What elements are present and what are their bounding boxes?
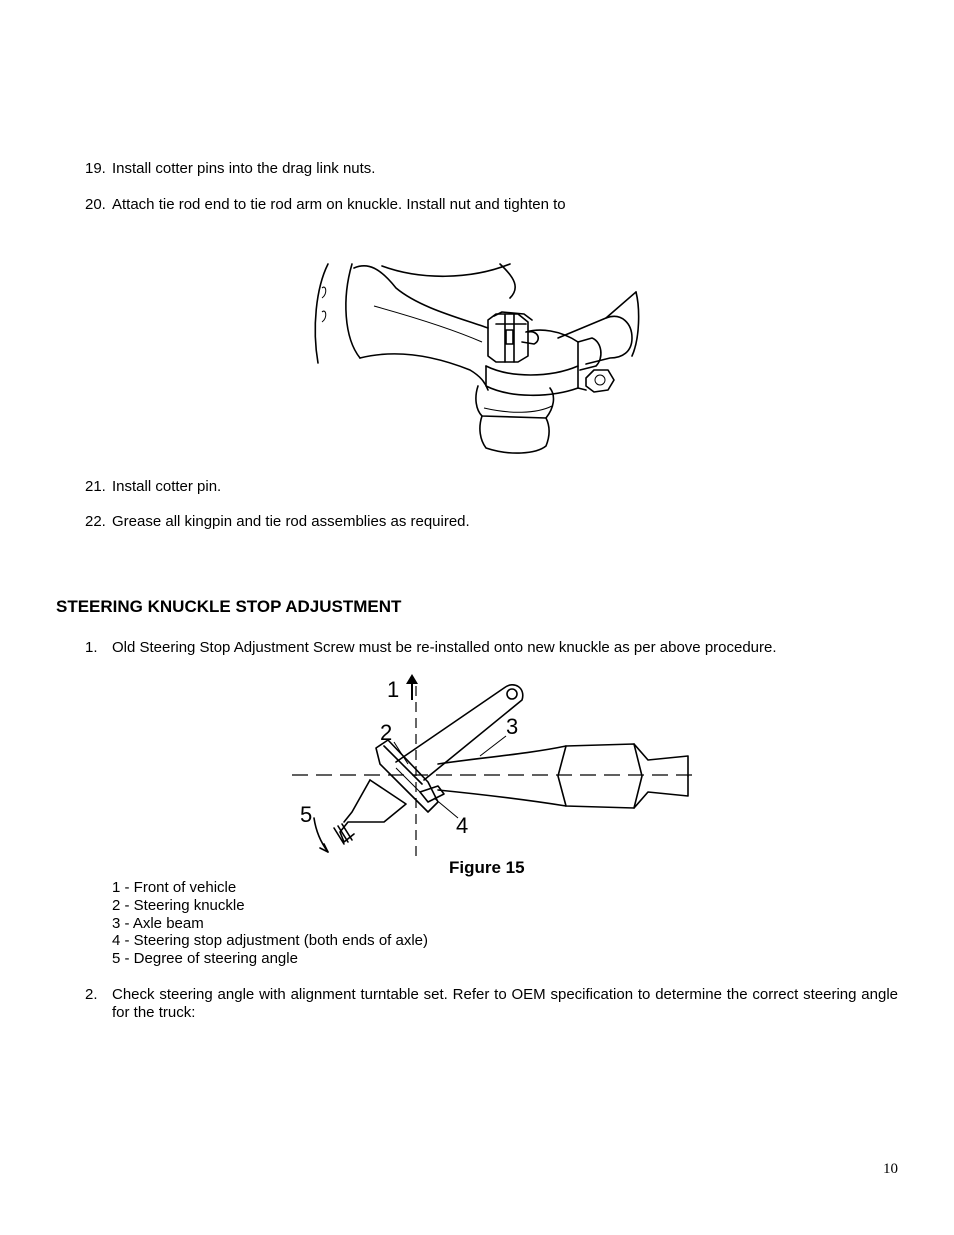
- step-number: 21.: [85, 478, 106, 495]
- step-text: Grease all kingpin and tie rod assemblies as required.: [112, 513, 470, 530]
- callout-1: 1: [387, 677, 400, 702]
- callout-5: 5: [300, 802, 313, 827]
- figure-legend: [112, 879, 428, 968]
- steering-knuckle-diagram: [288, 672, 698, 858]
- step-number: 20.: [85, 196, 106, 213]
- step-text: Check steering angle with alignment turntable set. Refer to OEM specification to determine the correct steering angle for the truck:: [112, 986, 898, 1021]
- figure-caption: Figure 15: [449, 858, 525, 877]
- section-heading: STEERING KNUCKLE STOP ADJUSTMENT: [56, 597, 402, 616]
- step-text: Old Steering Stop Adjustment Screw must be re-installed onto new knuckle as per above procedure.: [112, 639, 777, 656]
- callout-4: 4: [456, 813, 469, 838]
- legend-item: 4 - Steering stop adjustment (both ends of axle): [112, 932, 429, 950]
- step-number: 1.: [85, 639, 98, 656]
- step-text: Attach tie rod end to tie rod arm on knuckle. Install nut and tighten to: [112, 196, 566, 213]
- step-number: 2.: [85, 986, 98, 1003]
- callout-3: 3: [506, 714, 519, 739]
- callout-2: 2: [380, 720, 393, 745]
- page-number: 10: [883, 1161, 898, 1177]
- step-text: Install cotter pins into the drag link nuts.: [112, 160, 376, 177]
- step-text: Install cotter pin.: [112, 478, 222, 495]
- step-number: 19.: [85, 160, 106, 177]
- legend-item: 5 - Degree of steering angle: [112, 950, 298, 968]
- tie-rod-illustration: [310, 258, 645, 458]
- step-number: 22.: [85, 513, 106, 530]
- legend-item: 3 - Axle beam: [112, 914, 204, 932]
- legend-item: 2 - Steering knuckle: [112, 896, 245, 914]
- legend-item: 1 - Front of vehicle: [112, 879, 237, 896]
